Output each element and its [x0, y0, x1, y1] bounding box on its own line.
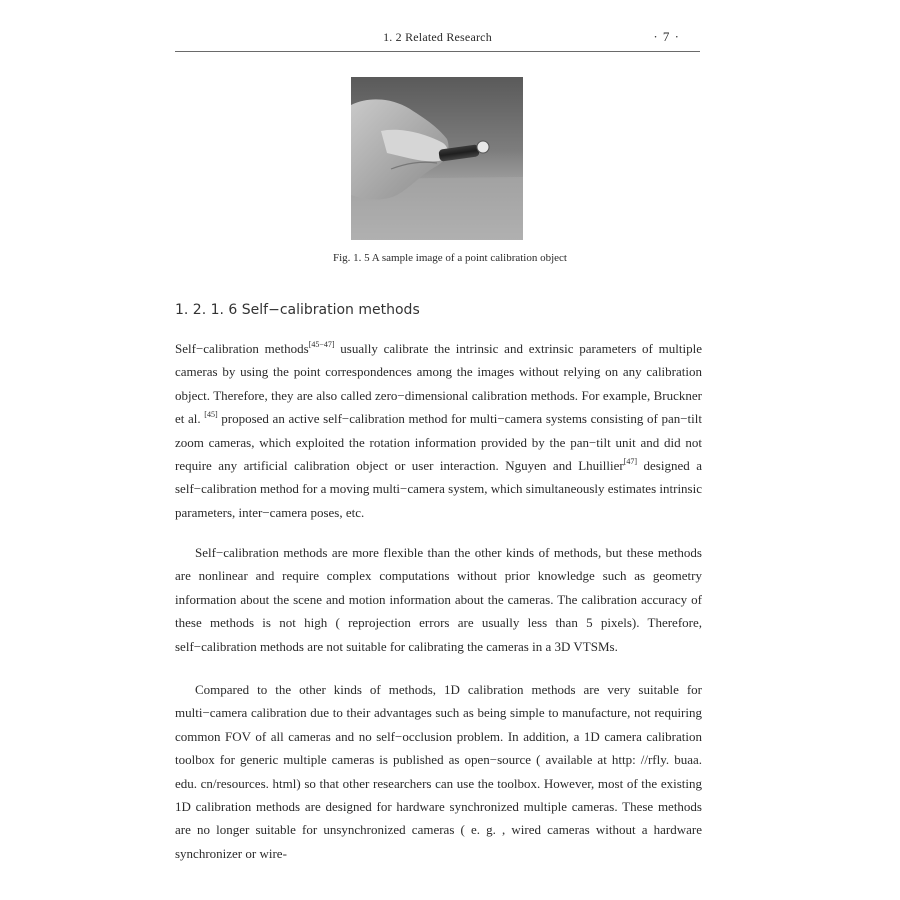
- citation-45-47: [45−47]: [308, 340, 335, 349]
- calibration-point-marker: [477, 141, 489, 153]
- p1-text-2: usually calibrate the intrinsic and extrinsic parameters of multiple cameras by using the point correspondences among the images without relying on any calibration object. Therefore, they are also called zero−dimensional calibration methods. For example, Bruckner et al.: [175, 341, 702, 427]
- citation-47: [47]: [623, 457, 638, 467]
- p1-text-1: Self−calibration methods: [175, 341, 309, 356]
- p1-text-4: designed a self−calibration method for a moving multi−camera system, which simultaneously estimates intrinsic parameters, inter−camera poses, etc.: [175, 458, 702, 520]
- figure-caption: Fig. 1. 5 A sample image of a point calibration object: [332, 252, 567, 264]
- p1-text-3: proposed an active self−calibration method for multi−camera systems consisting of pan−tilt zoom cameras, which exploited the rotation information provided by the pan−tilt unit and did not require any artificial calibration object or user interaction. Nguyen and Lhuillier: [175, 411, 703, 474]
- paragraph-2: Self−calibration methods are more flexible than the other kinds of methods, but these methods are nonlinear and require complex computations without prior knowledge such as geometry information about the scene and motion information about the cameras. The calibration accuracy of these methods is not high ( reprojection errors are usually less than 5 pixels). Therefore, self−calibration methods are not suitable for calibrating the cameras in a 3D VTSMs.: [175, 545, 702, 654]
- figure-photo-point-calibration-object: [351, 77, 523, 240]
- paragraph-1: [175, 337, 702, 524]
- citation-45: [45]: [204, 410, 218, 420]
- page-number: · 7 ·: [653, 29, 680, 44]
- header-section-title: 1. 2 Related Research: [383, 30, 492, 44]
- section-heading: 1. 2. 1. 6 Self−calibration methods: [175, 302, 420, 318]
- paragraph-3: Compared to the other kinds of methods, 1D calibration methods are very suitable for multi−camera calibration due to their advantages such as being simple to manufacture, not requiring common FOV of all cameras and no self−occlusion problem. In addition, a 1D camera calibration toolbox for generic multiple cameras is published as open−source ( available at http: //rfly. buaa. edu. cn/resources. html) so that other researchers can use the toolbox. However, most of the existing 1D calibration methods are designed for hardware synchronized multiple cameras. These methods are no longer suitable for unsynchronized cameras ( e. g. , wired cameras without a hardware synchronizer or wire-: [175, 682, 702, 861]
- running-header: [175, 29, 700, 52]
